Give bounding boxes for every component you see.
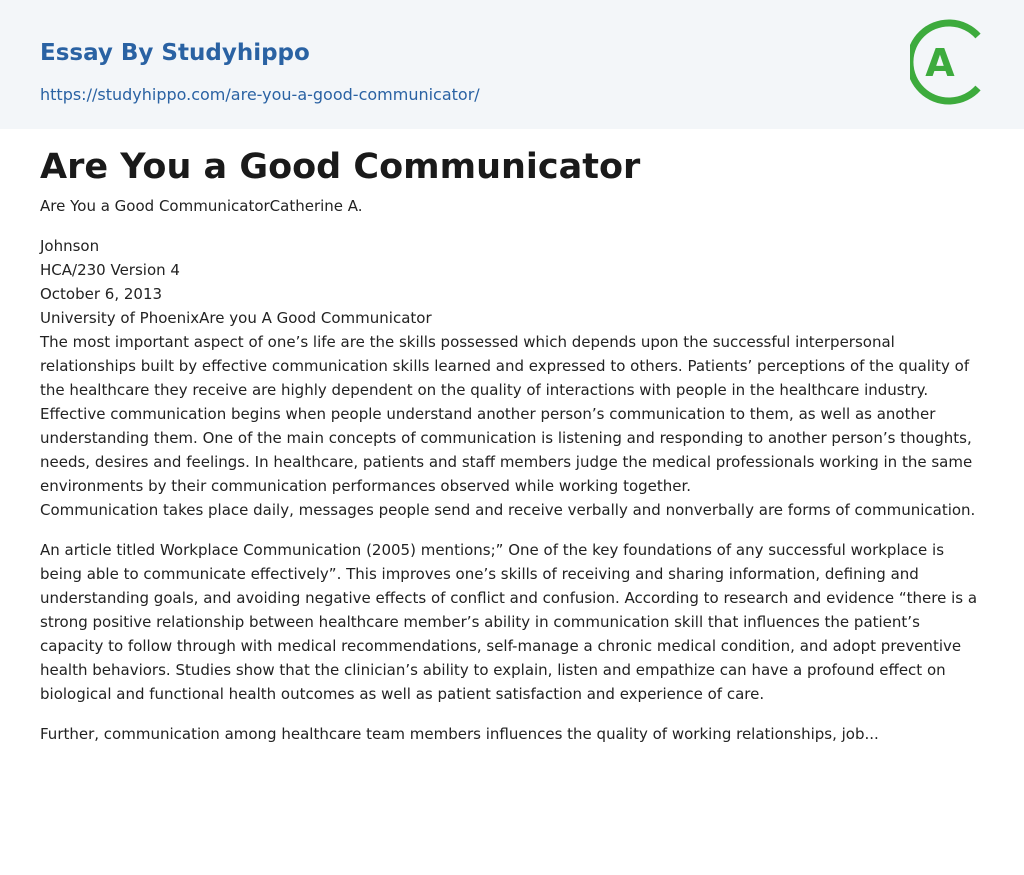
article-body	[40, 194, 986, 746]
article-content	[40, 145, 986, 746]
article-line: University of PhoenixAre you A Good Communicator	[40, 309, 432, 327]
site-header	[0, 0, 1024, 129]
site-brand[interactable]: Essay By Studyhippo	[40, 40, 310, 66]
article-line: Johnson	[40, 237, 100, 255]
article-line: October 6, 2013	[40, 285, 163, 303]
article-paragraph: An article titled Workplace Communication (2005) mentions;” One of the key foundations of any successful workplace is being able to communicate effectively”. This improves one’s skills of receiving and sharing information, defining and understanding goals, and avoiding negative effects of conflict and confusion. According to research and evidence “there is a strong positive relationship between healthcare member’s ability in communication skill that influences the patient’s capacity to follow through with medical recommendations, self-manage a chronic medical condition, and adopt preventive health behaviors. Studies show that the clinician’s ability to explain, listen and empathize can have a profound effect on biological and functional health outcomes as well as patient satisfaction and experience of care.	[40, 541, 978, 703]
article-paragraph: The most important aspect of one’s life are the skills possessed which depends upon the successful interpersonal relationships built by effective communication skills learned and expressed to others. Patients’ perceptions of the quality of the healthcare they receive are highly dependent on the quality of interactions with people in the healthcare industry. Effective communication begins when people understand another person’s communication to them, as well as another understanding them. One of the main concepts of communication is listening and responding to another person’s thoughts, needs, desires and feelings. In healthcare, patients and staff members judge the medical professionals working in the same environments by their communication performances observed while working together.	[40, 333, 973, 495]
svg-text:A: A	[925, 41, 955, 85]
article-title: Are You a Good Communicator	[40, 147, 641, 187]
article-paragraph: Further, communication among healthcare team members influences the quality of working relationships, job...	[40, 725, 879, 743]
article-line: Are You a Good CommunicatorCatherine A.	[40, 197, 363, 215]
article-paragraph: Communication takes place daily, messages people send and receive verbally and nonverbally are forms of communication.	[40, 501, 976, 519]
article-url-link[interactable]: https://studyhippo.com/are-you-a-good-communicator/	[40, 85, 480, 104]
article-line: HCA/230 Version 4	[40, 261, 180, 279]
studyhippo-logo-icon[interactable]	[910, 16, 990, 108]
